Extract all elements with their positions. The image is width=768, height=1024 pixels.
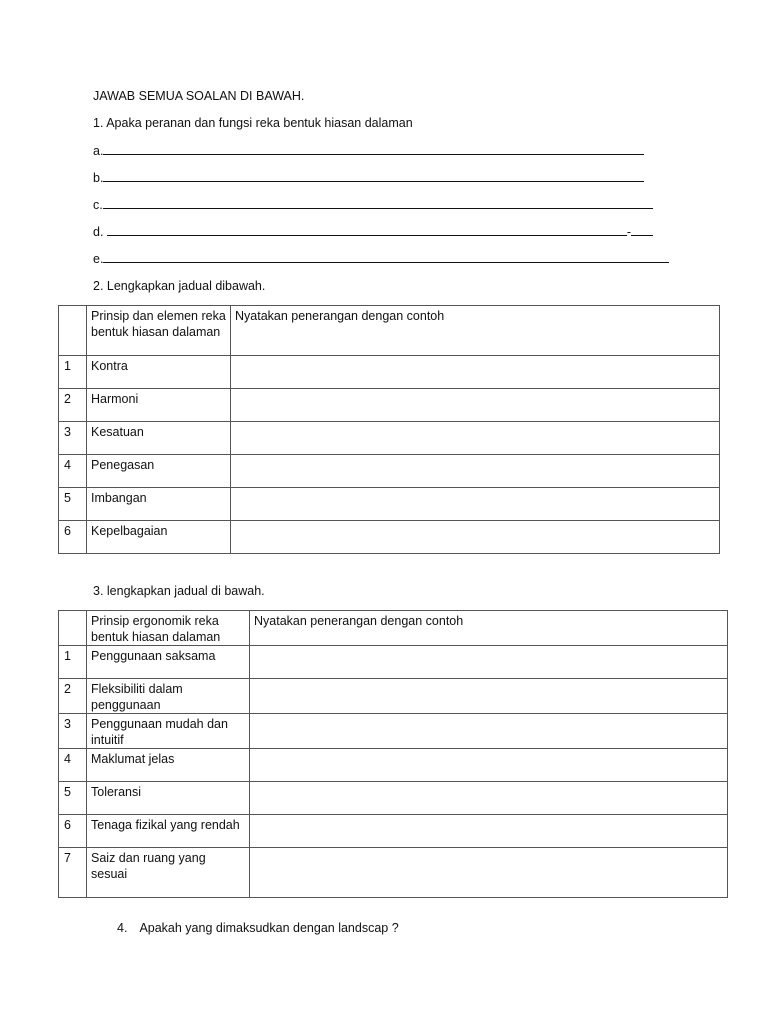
question-2: 2. Lengkapkan jadual dibawah.	[93, 279, 266, 293]
header-cell-no	[59, 611, 87, 646]
row-item: Penggunaan saksama	[87, 646, 250, 679]
header-cell-item: Prinsip dan elemen reka bentuk hiasan dalaman	[87, 306, 231, 356]
row-number: 5	[59, 488, 87, 521]
row-number: 4	[59, 455, 87, 488]
table-row	[59, 356, 720, 389]
row-item: Kesatuan	[87, 422, 231, 455]
answer-line-dash: -	[626, 225, 632, 239]
answer-rule	[103, 169, 644, 182]
row-answer-cell[interactable]	[250, 749, 728, 782]
answer-rule	[103, 142, 644, 155]
row-item: Tenaga fizikal yang rendah	[87, 815, 250, 848]
row-number: 7	[59, 848, 87, 898]
row-item: Penggunaan mudah dan intuitif	[87, 714, 250, 749]
table-row	[59, 815, 728, 848]
row-answer-cell[interactable]	[250, 848, 728, 898]
table-row	[59, 455, 720, 488]
answer-line-label: a.	[93, 144, 104, 158]
row-answer-cell[interactable]	[231, 389, 720, 422]
table-principles-elements	[58, 305, 720, 554]
row-answer-cell[interactable]	[231, 455, 720, 488]
row-number: 2	[59, 679, 87, 714]
row-item: Saiz dan ruang yang sesuai	[87, 848, 250, 898]
row-answer-cell[interactable]	[231, 488, 720, 521]
row-number: 4	[59, 749, 87, 782]
answer-line-e[interactable]	[93, 250, 669, 267]
row-item: Maklumat jelas	[87, 749, 250, 782]
question-1: 1. Apaka peranan dan fungsi reka bentuk hiasan dalaman	[93, 116, 413, 130]
answer-line-a[interactable]	[93, 142, 644, 159]
answer-rule	[103, 250, 669, 263]
row-item: Harmoni	[87, 389, 231, 422]
row-item: Toleransi	[87, 782, 250, 815]
row-answer-cell[interactable]	[231, 521, 720, 554]
row-item: Kontra	[87, 356, 231, 389]
answer-line-c[interactable]	[93, 196, 653, 213]
row-item: Fleksibiliti dalam penggunaan	[87, 679, 250, 714]
answer-line-d[interactable]	[93, 223, 653, 240]
table-row	[59, 488, 720, 521]
table-header-row	[59, 306, 720, 356]
answer-line-b[interactable]	[93, 169, 644, 186]
answer-rule	[103, 196, 653, 209]
row-answer-cell[interactable]	[250, 815, 728, 848]
answer-line-label: c.	[93, 198, 103, 212]
row-number: 3	[59, 714, 87, 749]
table-ergonomic-principles	[58, 610, 728, 898]
table-header-row	[59, 611, 728, 646]
row-answer-cell[interactable]	[231, 422, 720, 455]
question-4	[117, 920, 399, 936]
answer-rule	[107, 223, 627, 236]
row-item: Kepelbagaian	[87, 521, 231, 554]
row-number: 6	[59, 815, 87, 848]
worksheet-heading: JAWAB SEMUA SOALAN DI BAWAH.	[93, 89, 305, 103]
table-row	[59, 521, 720, 554]
answer-line-label: d.	[93, 225, 107, 239]
header-cell-item: Prinsip ergonomik reka bentuk hiasan dalaman	[87, 611, 250, 646]
table-row	[59, 646, 728, 679]
row-answer-cell[interactable]	[250, 782, 728, 815]
row-answer-cell[interactable]	[250, 714, 728, 749]
table-row	[59, 389, 720, 422]
header-cell-desc: Nyatakan penerangan dengan contoh	[250, 611, 728, 646]
table-row	[59, 848, 728, 898]
row-number: 6	[59, 521, 87, 554]
table-row	[59, 422, 720, 455]
question-4-number: 4.	[117, 921, 128, 935]
answer-line-label: e.	[93, 252, 104, 266]
row-item: Penegasan	[87, 455, 231, 488]
row-number: 2	[59, 389, 87, 422]
row-number: 1	[59, 646, 87, 679]
row-answer-cell[interactable]	[250, 646, 728, 679]
row-number: 5	[59, 782, 87, 815]
header-cell-no	[59, 306, 87, 356]
answer-rule	[631, 223, 653, 236]
row-answer-cell[interactable]	[231, 356, 720, 389]
table-row	[59, 679, 728, 714]
table-row	[59, 714, 728, 749]
header-cell-desc: Nyatakan penerangan dengan contoh	[231, 306, 720, 356]
table-row	[59, 782, 728, 815]
answer-line-label: b.	[93, 171, 104, 185]
row-number: 1	[59, 356, 87, 389]
question-3: 3. lengkapkan jadual di bawah.	[93, 584, 265, 598]
table-row	[59, 749, 728, 782]
row-item: Imbangan	[87, 488, 231, 521]
question-4-text: Apakah yang dimaksudkan dengan landscap ?	[139, 921, 399, 935]
row-answer-cell[interactable]	[250, 679, 728, 714]
row-number: 3	[59, 422, 87, 455]
